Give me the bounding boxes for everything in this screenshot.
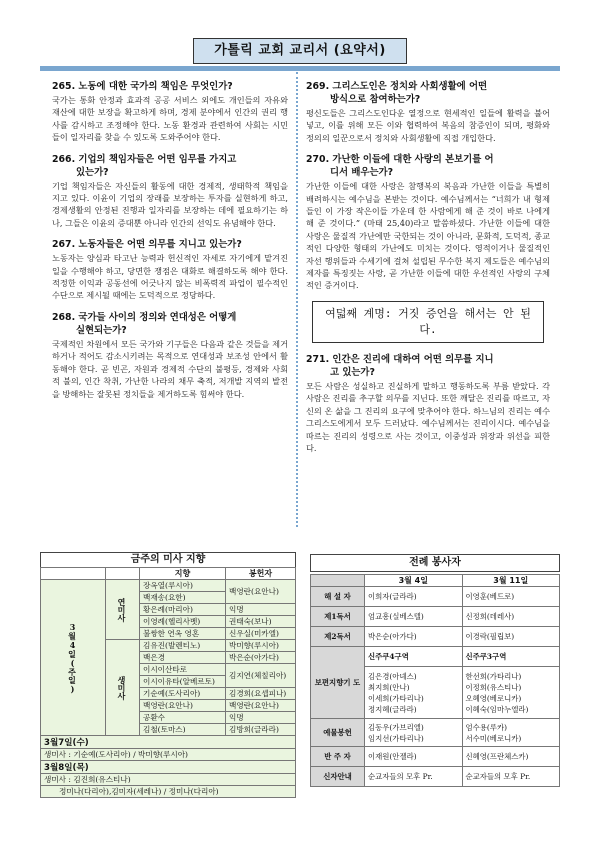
role-label: 신자안내 [311, 767, 365, 787]
cell: 신혜영(프란체스카) [462, 747, 560, 767]
date-label: 3월4일(주일) [41, 580, 106, 736]
category-living: 생미사 [106, 640, 140, 736]
question: 268. 국가들 사이의 정의와 연대성은 어떻게 실현되는가? [52, 311, 237, 336]
service-title: 전례 봉사자 [310, 554, 560, 572]
cell: 김경희(요셉피나) [225, 688, 295, 700]
cell: 장옥열(루시아) [140, 580, 226, 592]
role-label: 예물봉헌 [311, 719, 365, 747]
cell: 백영란(요안나) [225, 700, 295, 712]
answer: 가난한 이들에 대한 사랑은 참행복의 복음과 가난한 이들을 특별히 배려하시는 예수님을 본받는 것이다. 예수님께서는 “너희가 내 형제들인 이 가장 작은이들 가운데 한 사람에게 해 준 것이 바로 나에게 해 준 것이다.” (마태 25,40)라고 말씀하셨다. 가난한 이들에 대한 사랑은 물질적 가난에만 국한되는 것이 아니라, 문화적, 도덕적, 종교적인 다양한 형태의 가난에도 미치는 것이다. 영적이거나 물질적인 자선 행위들과 수세기에 걸쳐 설립된 무수한 복지 제도들은 예수님의 제자를 특징짓는 사랑, 곧 가난한 이들에 대한 우선적인 사랑의 구체적인 증거이다. [306, 181, 550, 291]
thu-line-1: 생미사 : 김진희(유스티나) [41, 774, 296, 786]
right-column [306, 80, 550, 463]
qa-269 [306, 80, 550, 144]
cell: 박은순(아가다) [225, 652, 295, 664]
cell: 익명 [225, 712, 295, 724]
question: 271. 인간은 진리에 대하여 어떤 의무를 지니 고 있는가? [306, 353, 494, 378]
role-label: 해 설 자 [311, 587, 365, 607]
cell: 기순예(도사리아) [140, 688, 226, 700]
cell: 백영란(요안나) [140, 700, 226, 712]
answer: 노동자는 양심과 타고난 능력과 헌신적인 자세로 자기에게 맡겨진 일을 수행해야 하고, 당면한 쟁점은 대화로 해결하도록 해야 한다. 적정한 이익과 공동선에 어긋나지 않는 비폭력적 파업이 필수적인 수단으로 제시될 때에는 도덕적으로 정당하다. [52, 253, 288, 301]
cell: 권태숙(보나) [225, 616, 295, 628]
cell: 이시이산타로 [140, 664, 226, 676]
qa-268 [52, 311, 288, 400]
cell: 신주쿠4구역 [365, 647, 463, 667]
question: 266. 기업의 책임자들은 어떤 임무를 가지고 있는가? [52, 153, 237, 178]
date-wed: 3월7일(수) [41, 736, 296, 749]
role-label: 제2독서 [311, 627, 365, 647]
answer: 국가는 통화 안정과 효과적 공공 서비스 외에도 개인들의 자유와 재산에 대한 보장을 확고하게 하며, 경제 분야에서 인간의 권리 행사를 감시하고 조정해야 한다. 노동 환경과 관련하여 사회는 시민들이 일자리를 찾을 수 있도록 도와주어야 한다. [52, 95, 288, 143]
cell: 불쌍한 연옥 영혼 [140, 628, 226, 640]
role-label: 보편지향기 도 [311, 647, 365, 719]
cell: 박미향(루시아) [225, 640, 295, 652]
question: 267. 노동자들은 어떤 의무를 지니고 있는가? [52, 239, 242, 251]
role-label: 제1독서 [311, 607, 365, 627]
cell: 신정희(데레사) [462, 607, 560, 627]
cell: 한선희(가타리나) 이정희(유스티나) 오혜영(베로니카) 이혜숙(임마누엘라) [462, 667, 560, 719]
page-title: 가톨릭 교회 교리서 (요약서) [193, 38, 407, 64]
qa-265 [52, 80, 288, 144]
cell: 김동우(가브리엘) 임지선(가타리나) [365, 719, 463, 747]
cell: 백재송(요한) [140, 592, 226, 604]
category-memorial: 연미사 [106, 580, 140, 640]
commandment-notice: 여덟째 계명: 거짓 증언을 해서는 안 된다. [312, 301, 544, 343]
cell: 백영란(요안나) [225, 580, 295, 604]
role-label: 반 주 자 [311, 747, 365, 767]
qa-266 [52, 153, 288, 230]
question: 265. 노동에 대한 국가의 책임은 무엇인가? [52, 81, 233, 92]
answer: 국제적인 차원에서 모든 국가와 기구들은 다음과 같은 것들을 제거하거나 적어도 감소시키려는 목적으로 연대성과 보조성 안에서 활동해야 한다. 곧 빈곤, 자원과 경제적 수단의 불평등, 경제와 사회적 불의, 인간 착취, 가난한 나라의 채무 축적, 저개발 지역의 발전을 방해하는 잘못된 정치들을 제거하도록 힘써야 한다. [52, 338, 288, 399]
cell: 김방희(글라라) [225, 724, 295, 736]
qa-271 [306, 353, 550, 454]
mass-table [40, 567, 296, 798]
date-col-2: 3월 11일 [462, 575, 560, 587]
date-thu: 3월8일(목) [41, 761, 296, 774]
cell: 이시이유타(알베르토) [140, 676, 226, 688]
date-col-1: 3월 4일 [365, 575, 463, 587]
answer: 평신도들은 그리스도인다운 열정으로 현세적인 일들에 활력을 불어 넣고, 이를 위해 모든 이와 협력하여 복음의 참증인이 되며, 평화와 정의의 일꾼으로서 정치와 사회생활에 직접 개입한다. [306, 108, 550, 143]
cell: 신우실(미카엘) [225, 628, 295, 640]
col-intention: 지향 [140, 568, 226, 580]
cell: 이재원(안젤라) [365, 747, 463, 767]
cell: 김유진(발렌티노) [140, 640, 226, 652]
question: 269. 그리스도인은 정치와 사회생활에 어떤 방식으로 참여하는가? [306, 81, 488, 105]
mass-title: 금주의 미사 지향 [40, 552, 296, 568]
cell: 이희자(글라라) [365, 587, 463, 607]
qa-270 [306, 153, 550, 292]
service-table [310, 574, 560, 787]
cell: 박은순(아가다) [365, 627, 463, 647]
cell: 이영례(헬리사벳) [140, 616, 226, 628]
cell: 백은경 [140, 652, 226, 664]
answer: 기업 책임자들은 자신들의 활동에 대한 경제적, 생태학적 책임을 지고 있다. 이윤이 기업의 장래를 보장하는 투자를 실현하게 하고, 경제생활의 안정된 진행과 일자리를 보장하는 데에 필요하기는 하나, 그들은 이윤의 증대뿐 아니라 인간의 선익도 유념해야 한다. [52, 180, 288, 228]
left-column [52, 80, 288, 409]
cell: 익명 [225, 604, 295, 616]
cell: 엄교흥(실베스텔) [365, 607, 463, 627]
cell: 이경락(필립보) [462, 627, 560, 647]
cell: 김지연(체칠리아) [225, 664, 295, 688]
cell: 이영훈(베드로) [462, 587, 560, 607]
cell: 김철(토마스) [140, 724, 226, 736]
cell: 김은경(아녜스) 최지희(안나) 이세희(가타리나) 정지혜(글라라) [365, 667, 463, 719]
cell: 신주쿠3구역 [462, 647, 560, 667]
cell: 순교자들의 모후 Pr. [462, 767, 560, 787]
column-divider [296, 72, 298, 527]
cell: 엄수용(루카) 서수미(베로니카) [462, 719, 560, 747]
cell: 공환수 [140, 712, 226, 724]
qa-267 [52, 238, 288, 302]
cell: 순교자들의 모후 Pr. [365, 767, 463, 787]
col-offerer: 봉헌자 [225, 568, 295, 580]
cell: 황은례(마리아) [140, 604, 226, 616]
answer: 모든 사람은 성실하고 진실하게 말하고 행동하도록 부름 받았다. 각 사람은 진리를 추구할 의무를 지닌다. 또한 깨달은 진리를 따르고, 자신의 온 삶을 그 진리의 요구에 맞추어야 한다. 하느님의 진리는 예수 그리스도에게서 모두 드러났다. 예수님께서는 진리이시다. 예수님을 따르는 진리의 성령으로 사는 것이고, 이중성과 위장과 위선을 피한다. [306, 380, 550, 453]
question: 270. 가난한 이들에 대한 사랑의 본보기를 어 디서 배우는가? [306, 154, 494, 179]
thu-line-2: 정미나(다리아),김미자(세레나) / 정미나(다리아) [41, 786, 296, 798]
wed-line: 생미사 : 기순예(도사리아) / 박미향(루시아) [41, 749, 296, 761]
